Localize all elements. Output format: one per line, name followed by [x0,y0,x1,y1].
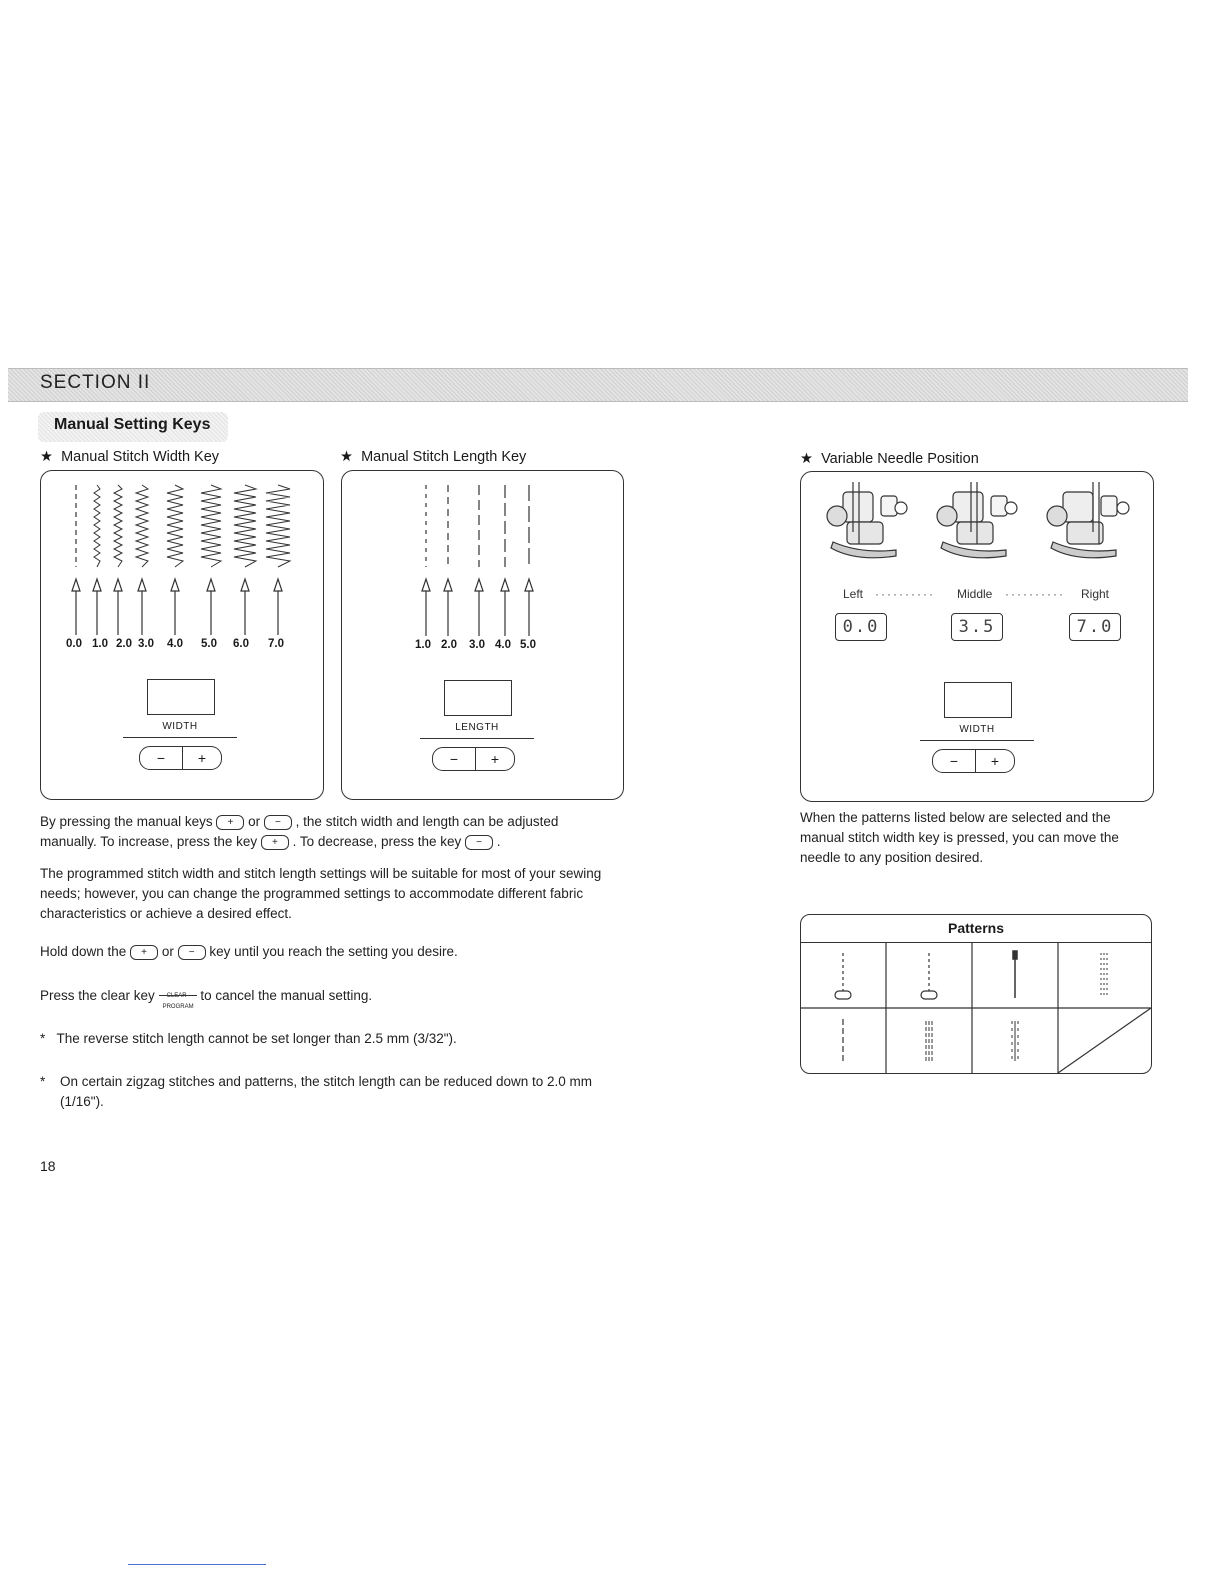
text: key until you reach the setting you desire. [209,944,458,959]
note-reverse-stitch [40,1029,628,1049]
length-key-panel [341,470,624,800]
needle-keypair [932,749,1015,773]
text: Hold down the [40,944,127,959]
length-value-label: 1.0 [415,639,431,651]
section-header-bar [8,368,1188,402]
needle-position-panel [800,471,1154,802]
minus-key-icon: − [465,835,493,850]
minus-key-icon: − [264,815,292,830]
pattern-cell-4 [1101,953,1107,998]
needle-icon [241,579,249,635]
text: manually. To increase, press the key [40,834,258,849]
length-minus-button[interactable]: − [432,747,476,771]
length-plus-button[interactable]: + [476,747,515,771]
text: , the stitch width and length can be adjusted [295,814,559,829]
page-title: Manual Setting Keys [54,416,211,433]
width-key-heading [40,449,219,465]
needle-heading [800,451,979,467]
needle-width-rule [920,740,1034,741]
width-value-label: 1.0 [92,638,108,650]
needle-minus-button[interactable]: − [932,749,976,773]
width-stitch-7 [266,485,290,567]
width-value-label: 3.0 [138,638,154,650]
needle-icon [72,579,80,635]
length-key-title: Manual Stitch Length Key [361,449,527,465]
minus-key-icon: − [178,945,206,960]
length-value-label: 4.0 [495,639,511,651]
text: or [248,814,261,829]
width-value-label: 5.0 [201,638,217,650]
needle-icon [207,579,215,635]
width-stitch-2 [114,485,122,567]
needle-icon [274,579,282,635]
pattern-cell-1 [835,953,851,999]
paragraph-clear [40,986,628,1011]
pattern-cell-3 [1013,951,1017,998]
length-caption: LENGTH [455,722,499,733]
length-value-label: 2.0 [441,639,457,651]
presser-foot-left [827,482,907,558]
needle-readout-left: 0.0 [835,613,887,641]
needle-plus-button[interactable]: + [976,749,1015,773]
presser-foot-middle [937,482,1017,558]
clear-program-key-icon [159,988,197,1011]
width-value-label: 6.0 [233,638,249,650]
paragraph-hold-down [40,942,628,962]
plus-key-icon: + [130,945,158,960]
pattern-cell-7 [1012,1021,1018,1061]
plus-key-icon: + [261,835,289,850]
needle-width-display [944,682,1012,718]
length-stitch-diagram [342,471,623,651]
clear-key-line [159,995,197,996]
text: By pressing the manual keys [40,814,213,829]
position-label-left: Left [843,587,864,601]
position-label-middle: Middle [957,587,993,601]
section-title: SECTION II [40,372,151,393]
text: to cancel the manual setting. [200,988,373,1003]
width-stitch-diagram [41,471,323,651]
plus-key-icon: + [216,815,244,830]
needle-readout-right: 7.0 [1069,613,1121,641]
needle-icon [525,579,533,636]
needle-icon [138,579,146,635]
program-key-label: PROGRAM [162,1004,194,1011]
length-key-heading [340,449,526,465]
width-value-label: 7.0 [268,638,284,650]
note-zigzag [40,1072,628,1112]
needle-icon [114,579,122,635]
star-icon: ★ [340,449,353,465]
page-number: 18 [40,1158,56,1174]
width-display [147,679,215,715]
clear-key-label: CLEAR [166,993,187,1000]
paragraph-needle-position: When the patterns listed below are selected and the manual stitch width key is pressed, you can move the needle to any position desired. [800,810,1119,865]
needle-readout-middle: 3.5 [951,613,1003,641]
pattern-cell-6 [926,1021,932,1061]
paragraph-programmed: The programmed stitch width and stitch length settings will be suitable for most of your sewing needs; however, you can change the programmed settings to accommodate different fabric characteristics or achieve a desired effect. [40,866,602,921]
text: On certain zigzag stitches and patterns, the stitch length can be reduced down to 2.0 mm (1/16"). [60,1074,593,1109]
needle-icon [93,579,101,635]
width-stitch-5 [201,485,221,567]
needle-icon [501,579,509,636]
width-key-title: Manual Stitch Width Key [61,449,220,465]
width-rule [123,737,237,738]
needle-icon [475,579,483,636]
length-value-label: 5.0 [520,639,536,651]
width-stitch-1 [94,485,100,567]
position-label-right: Right [1081,587,1110,601]
dotted-leader: ·········· [1005,587,1065,601]
width-keypair [139,746,222,770]
presser-foot-right [1047,482,1129,558]
width-value-label: 4.0 [167,638,183,650]
length-display [444,680,512,716]
text: The reverse stitch length cannot be set longer than 2.5 mm (3/32"). [56,1031,457,1046]
width-caption: WIDTH [162,721,198,732]
asterisk: * [40,1031,46,1046]
patterns-table [800,914,1152,1074]
star-icon: ★ [40,449,53,465]
dotted-leader: ·········· [875,587,935,601]
patterns-grid [801,943,1151,1073]
width-plus-button[interactable]: + [183,746,222,770]
length-keypair [432,747,515,771]
width-value-label: 0.0 [66,638,82,650]
patterns-header: Patterns [801,915,1151,943]
length-rule [420,738,534,739]
width-stitch-4 [167,485,183,567]
text: or [161,944,174,959]
text: Press the clear key [40,988,155,1003]
star-icon: ★ [800,451,813,467]
text: . To decrease, press the key [292,834,462,849]
paragraph-manual-keys [40,812,630,852]
needle-icon [422,579,430,636]
width-key-panel [40,470,324,800]
text: . [496,834,501,849]
pattern-cell-2 [921,953,937,999]
width-stitch-6 [234,485,256,567]
needle-width-caption: WIDTH [959,724,995,735]
needle-icon [444,579,452,636]
width-value-label: 2.0 [116,638,132,650]
width-stitch-3 [136,485,148,567]
length-value-label: 3.0 [469,639,485,651]
presser-foot-illustrations [801,472,1153,582]
needle-icon [171,579,179,635]
footer-rule [128,1564,266,1565]
width-minus-button[interactable]: − [139,746,183,770]
asterisk: * [40,1074,46,1089]
needle-title: Variable Needle Position [821,451,979,467]
